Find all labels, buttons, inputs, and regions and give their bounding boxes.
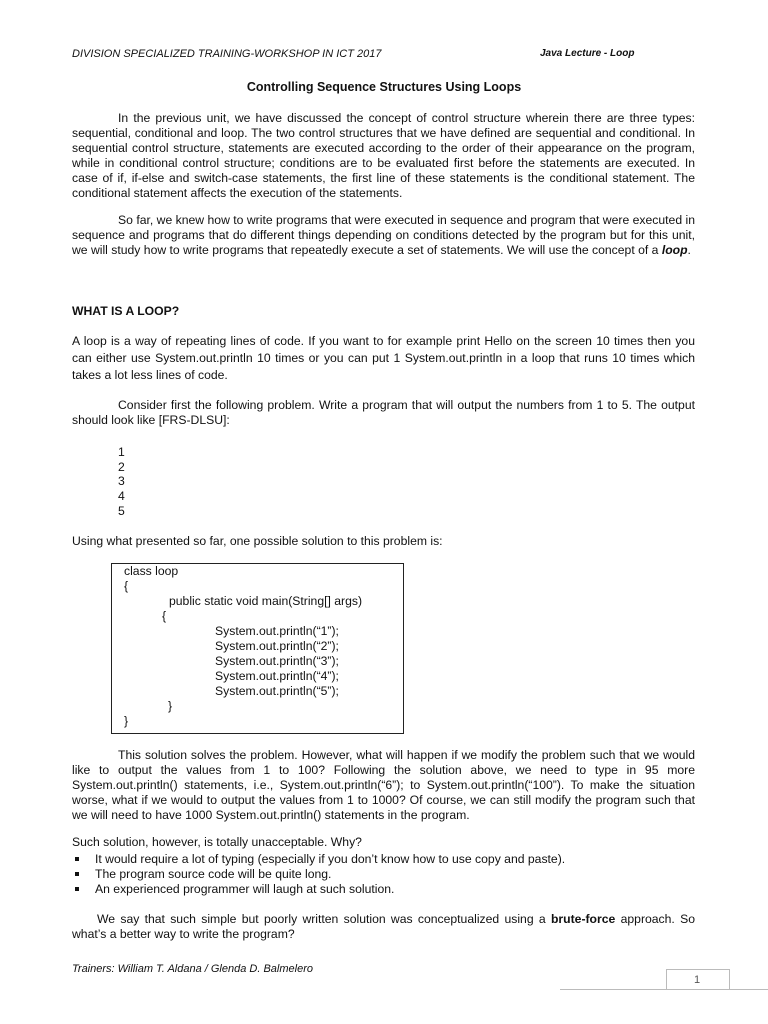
- unacceptable-text: Such solution, however, is totally unacceptable. Why?: [72, 835, 362, 849]
- code-line: {: [162, 609, 167, 623]
- code-line: System.out.println(“2”);: [215, 639, 339, 653]
- page-number: 1: [693, 974, 701, 986]
- brute-force-post: approach. So what’s a better way to write the program?: [72, 912, 696, 941]
- list-item: [72, 867, 565, 882]
- solution-discussion: This solution solves the problem. However, what will happen if we modify the problem such that we would like to output the values from 1 to 100? Following the solution above, we need to type in 95 more System.out.println() statements, i.e., System.out.println(“6”); to System.out.println(“100”). To make the situation worse, what if we would to output the values from 1 to 1000? Of course, we can still modify the program such that we will need to have 1000 System.out.println() statements in the program.: [72, 748, 695, 822]
- output-number-list: [118, 445, 125, 519]
- code-line: {: [124, 579, 129, 593]
- output-number: 3: [118, 474, 125, 489]
- intro-paragraph-2-end: .: [687, 243, 691, 257]
- solution-intro: Using what presented so far, one possible solution to this problem is:: [72, 534, 443, 548]
- code-line: }: [124, 714, 129, 728]
- loop-emphasis: loop: [661, 243, 688, 257]
- code-line: System.out.println(“4”);: [215, 669, 339, 683]
- code-line: class loop: [124, 564, 179, 578]
- output-number: 2: [118, 459, 125, 474]
- header-right: Java Lecture - Loop: [540, 48, 635, 59]
- bullet-icon: [75, 872, 79, 876]
- brute-force-pre: We say that such simple but poorly written solution was conceptualized using a: [97, 912, 546, 926]
- intro-paragraph-2-text: So far, we knew how to write programs that were executed in sequence and program that were executed in sequence and programs that do different things depending on conditions detected by the program but for this unit, we will study how to write programs that repeatedly execute a set of statements. We will use the concept of a: [72, 213, 695, 257]
- header-left: DIVISION SPECIALIZED TRAINING-WORKSHOP IN ICT 2017: [72, 48, 382, 60]
- brute-force-paragraph: [72, 912, 695, 942]
- brute-force-term: brute-force: [550, 912, 616, 926]
- reasons-list: [72, 852, 565, 897]
- code-box: [111, 563, 404, 734]
- code-line: public static void main(String[] args): [169, 594, 363, 608]
- code-line: System.out.println(“1”);: [215, 624, 339, 638]
- intro-paragraph-1: In the previous unit, we have discussed the concept of control structure wherein there are three types: sequential, conditional and loop. The two control structures that we have defined are sequential and conditional. In sequential control structure, statements are executed according to the order of their appearance on the program, while in conditional control structure; conditions are to be evaluated first before the statements are executed. In case of if, if-else and switch-case statements, the first line of these statements is the conditional statement. The conditional statement affects the execution of the statements.: [72, 111, 695, 200]
- reason-text: The program source code will be quite long.: [95, 867, 332, 881]
- problem-statement: Consider first the following problem. Write a program that will output the numbers from 1 to 5. The output should look like [FRS-DLSU]:: [72, 398, 695, 427]
- loop-definition: A loop is a way of repeating lines of code. If you want to for example print Hello on the screen 10 times then you can either use System.out.println 10 times or you can put 1 System.out.println in a loop that runs 10 times which takes a lot less lines of code.: [72, 334, 695, 382]
- reason-text: It would require a lot of typing (especially if you don’t know how to use copy and paste).: [95, 852, 566, 866]
- output-number: 4: [118, 489, 125, 504]
- code-line: System.out.println(“3”);: [215, 654, 339, 668]
- footer-trainers: Trainers: William T. Aldana / Glenda D. Balmelero: [72, 963, 313, 975]
- section-heading: WHAT IS A LOOP?: [72, 304, 180, 318]
- list-item: [72, 852, 565, 867]
- code-line: System.out.println(“5”);: [215, 684, 339, 698]
- list-item: [72, 882, 565, 897]
- bullet-icon: [75, 887, 79, 891]
- output-number: 5: [118, 503, 125, 518]
- intro-paragraph-2: [72, 213, 695, 258]
- reason-text: An experienced programmer will laugh at such solution.: [95, 882, 395, 896]
- footer-rule: [560, 989, 768, 990]
- code-line: }: [168, 699, 173, 713]
- output-number: 1: [118, 445, 125, 459]
- bullet-icon: [75, 857, 79, 861]
- page-title: Controlling Sequence Structures Using Loops: [246, 80, 522, 94]
